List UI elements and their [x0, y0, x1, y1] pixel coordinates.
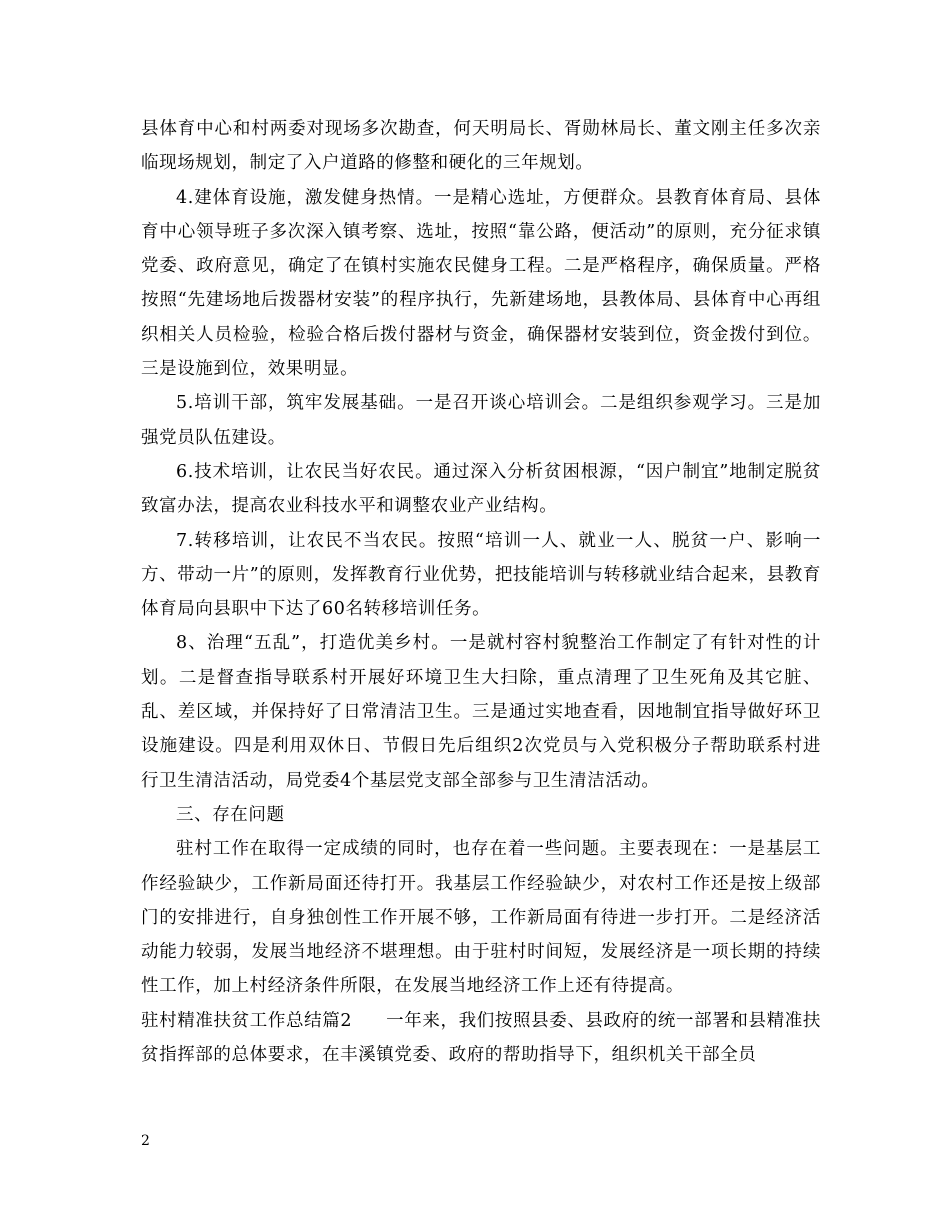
document-body [141, 112, 821, 1072]
article-intro: 一年来，我们按照县委、县政府的统一部署和县精准扶贫指挥部的总体要求，在丰溪镇党委、政府的帮助指导下，组织机关干部全员 [141, 1010, 821, 1066]
page-number: 2 [141, 1133, 150, 1149]
paragraph-8 [141, 1004, 821, 1073]
section-heading: 三、存在问题 [176, 804, 285, 825]
article-heading: 驻村精准扶贫工作总结篇2 [141, 1010, 353, 1031]
paragraph-5: 7.转移培训，让农民不当农民。按照“培训一人、就业一人、脱贫一户、影响一方、带动一片”的原则，发挥教育行业优势，把技能培训与转移就业结合起来，县教育体育局向县职中下达了60名转移培训任务。 [141, 530, 821, 620]
paragraph-4: 6.技术培训，让农民当好农民。通过深入分析贫困根源，“因户制宜”地制定脱贫致富办法，提高农业科技水平和调整农业产业结构。 [141, 461, 821, 517]
paragraph-3: 5.培训干部，筑牢发展基础。一是召开谈心培训会。二是组织参观学习。三是加强党员队伍建设。 [141, 393, 821, 448]
paragraph-6: 8、治理“五乱”，打造优美乡村。一是就村容村貌整治工作制定了有针对性的计划。二是督查指导联系村开展好环境卫生大扫除，重点清理了卫生死角及其它脏、乱、差区域，并保持好了日常清洁卫生。三是通过实地查看，因地制宜指导做好环卫设施建设。四是利用双休日、节假日先后组织2次党员与入党积极分子帮助联系村进行卫生清洁活动，局党委4个基层党支部全部参与卫生清洁活动。 [141, 633, 821, 791]
paragraph-2: 4.建体育设施，激发健身热情。一是精心选址，方便群众。县教育体育局、县体育中心领导班子多次深入镇考察、选址，按照“靠公路，便活动”的原则，充分征求镇党委、政府意见，确定了在镇村实施农民健身工程。二是严格程序，确保质量。严格按照“先建场地后拨器材安装”的程序执行，先新建场地，县教体局、县体育中心再组织相关人员检验，检验合格后拨付器材与资金，确保器材安装到位，资金拨付到位。三是设施到位，效果明显。 [141, 187, 821, 380]
paragraph-7: 驻村工作在取得一定成绩的同时，也存在着一些问题。主要表现在：一是基层工作经验缺少，工作新局面还待打开。我基层工作经验缺少，对农村工作还是按上级部门的安排进行，自身独创性工作开展不够，工作新局面有待进一步打开。二是经济活动能力较弱，发展当地经济不堪理想。由于驻村时间短，发展经济是一项长期的持续性工作，加上村经济条件所限，在发展当地经济工作上还有待提高。 [141, 839, 821, 997]
paragraph-1: 县体育中心和村两委对现场多次勘查，何天明局长、胥勋林局长、董文刚主任多次亲临现场规划，制定了入户道路的修整和硬化的三年规划。 [141, 119, 821, 174]
